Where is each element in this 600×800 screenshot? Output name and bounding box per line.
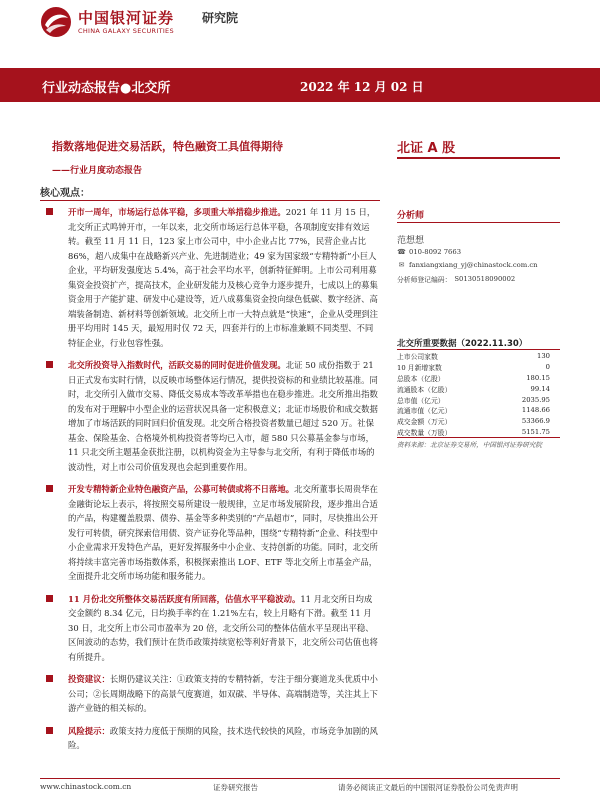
report-type: 行业动态报告●北交所	[42, 81, 171, 96]
page-header	[0, 0, 600, 44]
row-value: 99.14	[530, 384, 550, 393]
key-point	[40, 205, 380, 350]
row-value: 5151.75	[521, 427, 550, 436]
row-value: 0	[545, 363, 550, 372]
bullet-square-icon	[46, 595, 53, 602]
key-point-body: 长期仍建议关注：①政策支持的专精特新，专注于细分赛道龙头优质中小公司；②长周期战略下的高景气度赛道，如双碳、半导体、高端制造等，关注其上下游产业链的相关标的。	[68, 674, 378, 713]
key-point-body: 2021 年 11 月 15 日，北交所正式鸣钟开市，一年以来，北交所市场运行总体平稳，各项制度安排有效运转。截至 11 月 11 日，123 家上市公司中，中小企业占比 77%，民营企业占比 86%，超八成集中在战略新兴产业、先进制造业；49 家为国家级“专精特新”小巨人企业，平均研发强度达 5.4%，高于社会平均水平，创新特征鲜明。上市公司利用募集资金投资扩产，提高技术，企业研发能力及核心竞争力逐步提升，七成以上的募集资金用于产能扩建、研发中心建设等，近八成募集资金投向绿色低碳、数字经济、高端装备制造、新材料等创新领域。北交所上市一大特点就是“快速”，企业从受理到注册平均用时 145 天，最短用时仅 72 天，四套并行的上市标准兼顾不同类型、不同特征企业，行业包容性强。	[68, 207, 379, 348]
table-row	[397, 383, 560, 394]
bullet-square-icon	[46, 485, 53, 492]
key-point	[40, 358, 380, 474]
table-row	[397, 373, 560, 384]
phone-number: 010-8092 7663	[409, 248, 462, 256]
key-point-body: 北交所董事长周贵华在金融街论坛上表示，将按照交易所建设一般规律，立足市场发展阶段，逐步推出合适的产品，构建覆盖股票、债券、基金等多种类别的“产品超市”，同时，尽快推出公开发行可转债，研究探索信用债、资产证券化等品种，围绕“专精特新”企业、科技型中小企业需求开发特色产品，更好发挥服务中小企业、支持创新的功能。同时，北交所将持续丰富完善市场指数体系，积极探索推出 LOF、ETF 等北交所上市基金产品，全面提升北交所市场功能和服务能力。	[68, 484, 379, 581]
row-label: 上市公司家数	[397, 353, 438, 362]
table-row	[397, 416, 560, 427]
galaxy-logo-icon	[40, 6, 72, 38]
divider	[40, 200, 380, 201]
bullet-square-icon	[46, 208, 53, 215]
email-icon: ✉	[398, 261, 405, 269]
institute-label: 研究院	[202, 11, 239, 25]
analyst-phone	[397, 248, 461, 256]
bullet-square-icon	[46, 361, 53, 368]
row-value: 1148.66	[521, 406, 550, 415]
table-row	[397, 405, 560, 416]
analyst-name: 范想想	[397, 236, 425, 246]
key-point-lead: 风险提示：	[68, 725, 110, 736]
analyst-email	[397, 261, 538, 269]
row-label: 流通市值（亿元）	[397, 407, 452, 416]
divider	[40, 778, 560, 779]
table-row	[397, 362, 560, 373]
bullet-square-icon	[46, 727, 53, 734]
row-label: 总市值（亿元）	[397, 396, 445, 405]
report-date: 2022 年 12 月 02 日	[300, 80, 424, 94]
registration-code: S0130518090002	[454, 275, 516, 283]
key-points-title: 核心观点：	[40, 188, 90, 199]
data-source-note: 资料来源：北京证券交易所，中国银河证券研究院	[397, 441, 543, 449]
key-point-lead: 11 月份北交所整体交易活跃度有所回落，估值水平平稳波动。	[68, 593, 301, 604]
key-point-lead: 北交所投资导入指数时代，活跃交易的同时促进价值发现。	[68, 360, 286, 370]
row-label: 成交金额（万元）	[397, 418, 452, 427]
registration-label: 分析师登记编码：	[397, 276, 452, 284]
row-value: 130	[537, 352, 550, 361]
footer-report-type: 证券研究报告	[213, 783, 258, 792]
divider	[397, 437, 560, 438]
row-value: 180.15	[526, 373, 550, 382]
row-label: 10 月新增家数	[397, 364, 442, 373]
industry-category: 北证 A 股	[397, 141, 456, 156]
analyst-registration	[397, 274, 515, 284]
row-value: 53366.9	[521, 417, 550, 426]
brand-name-en: CHINA GALAXY SECURITIES	[78, 27, 174, 35]
key-point-body: 政策支持力度低于预期的风险，技术迭代较快的风险，市场竞争加剧的风险。	[68, 725, 378, 750]
market-data-table	[397, 351, 560, 437]
key-point-lead: 投资建议：	[68, 674, 110, 684]
row-label: 总股本（亿股）	[397, 374, 445, 383]
table-row	[397, 427, 560, 438]
key-point-body: 北证 50 成份指数于 21 日正式发布实时行情，以反映市场整体运行情况，提供投资标的和业绩比较基准。同时，北交所引入做市交易、降低交易成本等改革举措也在稳步推进。北交所推出指数的发布对于理解中小型企业的运营状况具备一定积极意义；北证市场股价和成交数据增加了市场活跃的同时回归价值发现。北交所合格投资者数量已超过 520 万。社保基金、保险基金、合格境外机构投资者等均已入市，超 580 只公募基金参与市场，11 只北交所主题基金获批注册，以机构资金为主导参与北交所，有利于降低市场的波动性，对上市公司价值发现也会起到重要作用。	[68, 360, 378, 472]
key-points-list	[40, 205, 380, 761]
market-data-title: 北交所重要数据（2022.11.30）	[397, 339, 528, 349]
table-row	[397, 394, 560, 405]
bullet-square-icon	[46, 675, 53, 682]
divider	[397, 222, 560, 223]
row-label: 流通股本（亿股）	[397, 385, 452, 394]
divider	[397, 349, 560, 350]
key-point	[40, 724, 380, 753]
key-point-lead: 开市一周年，市场运行总体平稳，多项重大举措稳步推进。	[68, 207, 286, 217]
footer-url[interactable]: www.chinastock.com.cn	[40, 782, 132, 791]
key-point-lead: 开发专精特新企业特色融资产品，公募可转债或将不日落地。	[68, 484, 295, 494]
email-address[interactable]: fanxiangxiang_yj@chinastock.com.cn	[409, 261, 538, 269]
footer-disclaimer: 请务必阅读正文最后的中国银河证券股份公司免责声明	[338, 783, 518, 792]
phone-icon: ☎	[397, 248, 406, 256]
report-banner	[0, 68, 600, 102]
key-point	[40, 482, 380, 584]
analyst-section-title: 分析师	[397, 211, 425, 221]
divider	[397, 157, 560, 159]
report-subhead: ——行业月度动态报告	[52, 166, 143, 176]
key-point-body: 11 月北交所日均成交金额约 8.34 亿元，日均换手率约在 1.21%左右，较上月略有下滑。截至 11 月 30 日，北交所上市公司市盈率为 20 倍，北交所公司的整体估值水平呈现出平稳、区间波动的态势，我们预计在货币政策持续宽松等利好背景下，北交所公司估值也将有所提升。	[68, 593, 378, 662]
key-point	[40, 672, 380, 716]
row-value: 2035.95	[521, 395, 550, 404]
row-label: 成交数量（万股）	[397, 428, 452, 437]
key-point	[40, 592, 380, 665]
brand-name: 中国银河证券	[78, 9, 175, 27]
table-row	[397, 351, 560, 362]
report-headline: 指数落地促进交易活跃，特色融资工具值得期待	[52, 140, 283, 153]
